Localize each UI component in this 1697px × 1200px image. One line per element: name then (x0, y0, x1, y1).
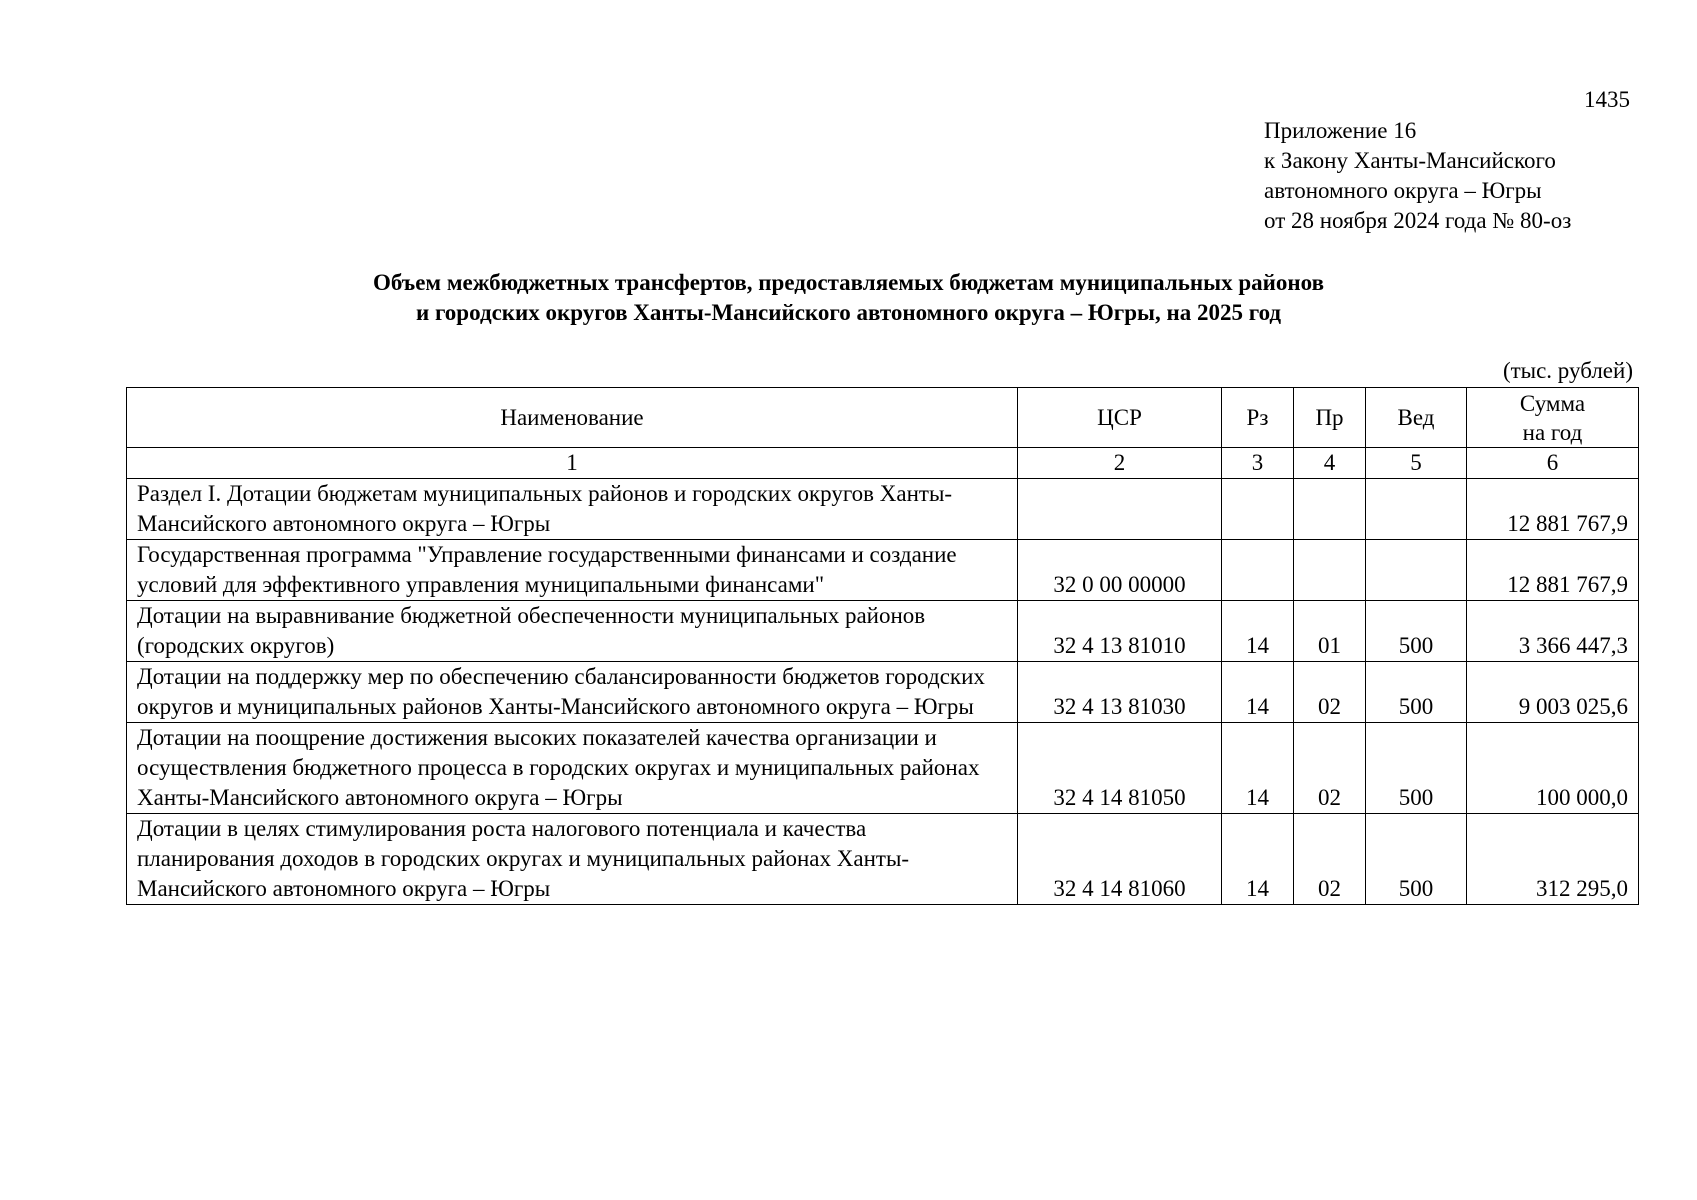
row-rz: 14 (1222, 814, 1294, 905)
row-ved: 500 (1366, 814, 1467, 905)
row-pr (1294, 540, 1366, 601)
row-ved (1366, 540, 1467, 601)
header-name: Наименование (127, 388, 1018, 448)
table-row (127, 479, 1639, 540)
row-ved (1366, 479, 1467, 540)
row-name: Дотации на поощрение достижения высоких показателей качества организации и осуществления бюджетного процесса в городских округах и муниципальных районах Ханты-Мансийского автономного округа – Югры (127, 723, 1018, 814)
row-sum: 9 003 025,6 (1467, 662, 1639, 723)
title-line: Объем межбюджетных трансфертов, предоставляемых бюджетам муниципальных районов (372, 270, 1324, 295)
row-csr: 32 4 14 81060 (1018, 814, 1222, 905)
appendix-reference (1264, 116, 1571, 236)
row-sum: 100 000,0 (1467, 723, 1639, 814)
row-csr: 32 0 00 00000 (1018, 540, 1222, 601)
column-number: 4 (1294, 448, 1366, 479)
appendix-line: автономного округа – Югры (1264, 178, 1542, 203)
row-pr: 02 (1294, 814, 1366, 905)
row-sum: 312 295,0 (1467, 814, 1639, 905)
column-number: 5 (1366, 448, 1467, 479)
column-number: 3 (1222, 448, 1294, 479)
row-name: Дотации на выравнивание бюджетной обеспеченности муниципальных районов (городских округов) (127, 601, 1018, 662)
table-row (127, 540, 1639, 601)
header-sum-line: Сумма (1519, 390, 1586, 416)
row-sum: 12 881 767,9 (1467, 479, 1639, 540)
document-title (0, 268, 1697, 328)
row-sum: 12 881 767,9 (1467, 540, 1639, 601)
column-number: 2 (1018, 448, 1222, 479)
row-rz (1222, 540, 1294, 601)
units-label: (тыс. рублей) (1502, 358, 1633, 383)
row-rz: 14 (1222, 723, 1294, 814)
row-csr (1018, 479, 1222, 540)
row-csr: 32 4 13 81010 (1018, 601, 1222, 662)
row-name: Дотации на поддержку мер по обеспечению сбалансированности бюджетов городских округов и муниципальных районов Ханты-Мансийского автономного округа – Югры (127, 662, 1018, 723)
table-row (127, 814, 1639, 905)
column-number: 1 (127, 448, 1018, 479)
row-ved: 500 (1366, 723, 1467, 814)
row-name: Дотации в целях стимулирования роста налогового потенциала и качества планирования доходов в городских округах и муниципальных районах Ханты-Мансийского автономного округа – Югры (127, 814, 1018, 905)
row-sum: 3 366 447,3 (1467, 601, 1639, 662)
row-rz: 14 (1222, 601, 1294, 662)
header-sum (1467, 388, 1639, 448)
table-row (127, 601, 1639, 662)
appendix-line: к Закону Ханты-Мансийского (1264, 148, 1556, 173)
header-pr: Пр (1294, 388, 1366, 448)
row-pr: 02 (1294, 723, 1366, 814)
row-rz (1222, 479, 1294, 540)
table-header-row (127, 388, 1639, 448)
row-csr: 32 4 13 81030 (1018, 662, 1222, 723)
row-name: Государственная программа "Управление государственными финансами и создание условий для эффективного управления муниципальными финансами" (127, 540, 1018, 601)
row-rz: 14 (1222, 662, 1294, 723)
header-ved: Вед (1366, 388, 1467, 448)
row-csr: 32 4 14 81050 (1018, 723, 1222, 814)
column-number-row (127, 448, 1639, 479)
page-number: 1435 (1584, 87, 1630, 112)
header-sum-line: на год (1522, 419, 1583, 445)
row-ved: 500 (1366, 601, 1467, 662)
row-pr (1294, 479, 1366, 540)
header-rz: Рз (1222, 388, 1294, 448)
transfers-table (126, 387, 1639, 905)
title-line: и городских округов Ханты-Мансийского автономного округа – Югры, на 2025 год (415, 300, 1282, 325)
appendix-line: Приложение 16 (1264, 118, 1417, 143)
row-ved: 500 (1366, 662, 1467, 723)
appendix-line: от 28 ноября 2024 года № 80-оз (1264, 208, 1572, 233)
row-pr: 01 (1294, 601, 1366, 662)
column-number: 6 (1467, 448, 1639, 479)
header-csr: ЦСР (1018, 388, 1222, 448)
table-row (127, 723, 1639, 814)
table-row (127, 662, 1639, 723)
row-name: Раздел I. Дотации бюджетам муниципальных районов и городских округов Ханты-Мансийского автономного округа – Югры (127, 479, 1018, 540)
row-pr: 02 (1294, 662, 1366, 723)
